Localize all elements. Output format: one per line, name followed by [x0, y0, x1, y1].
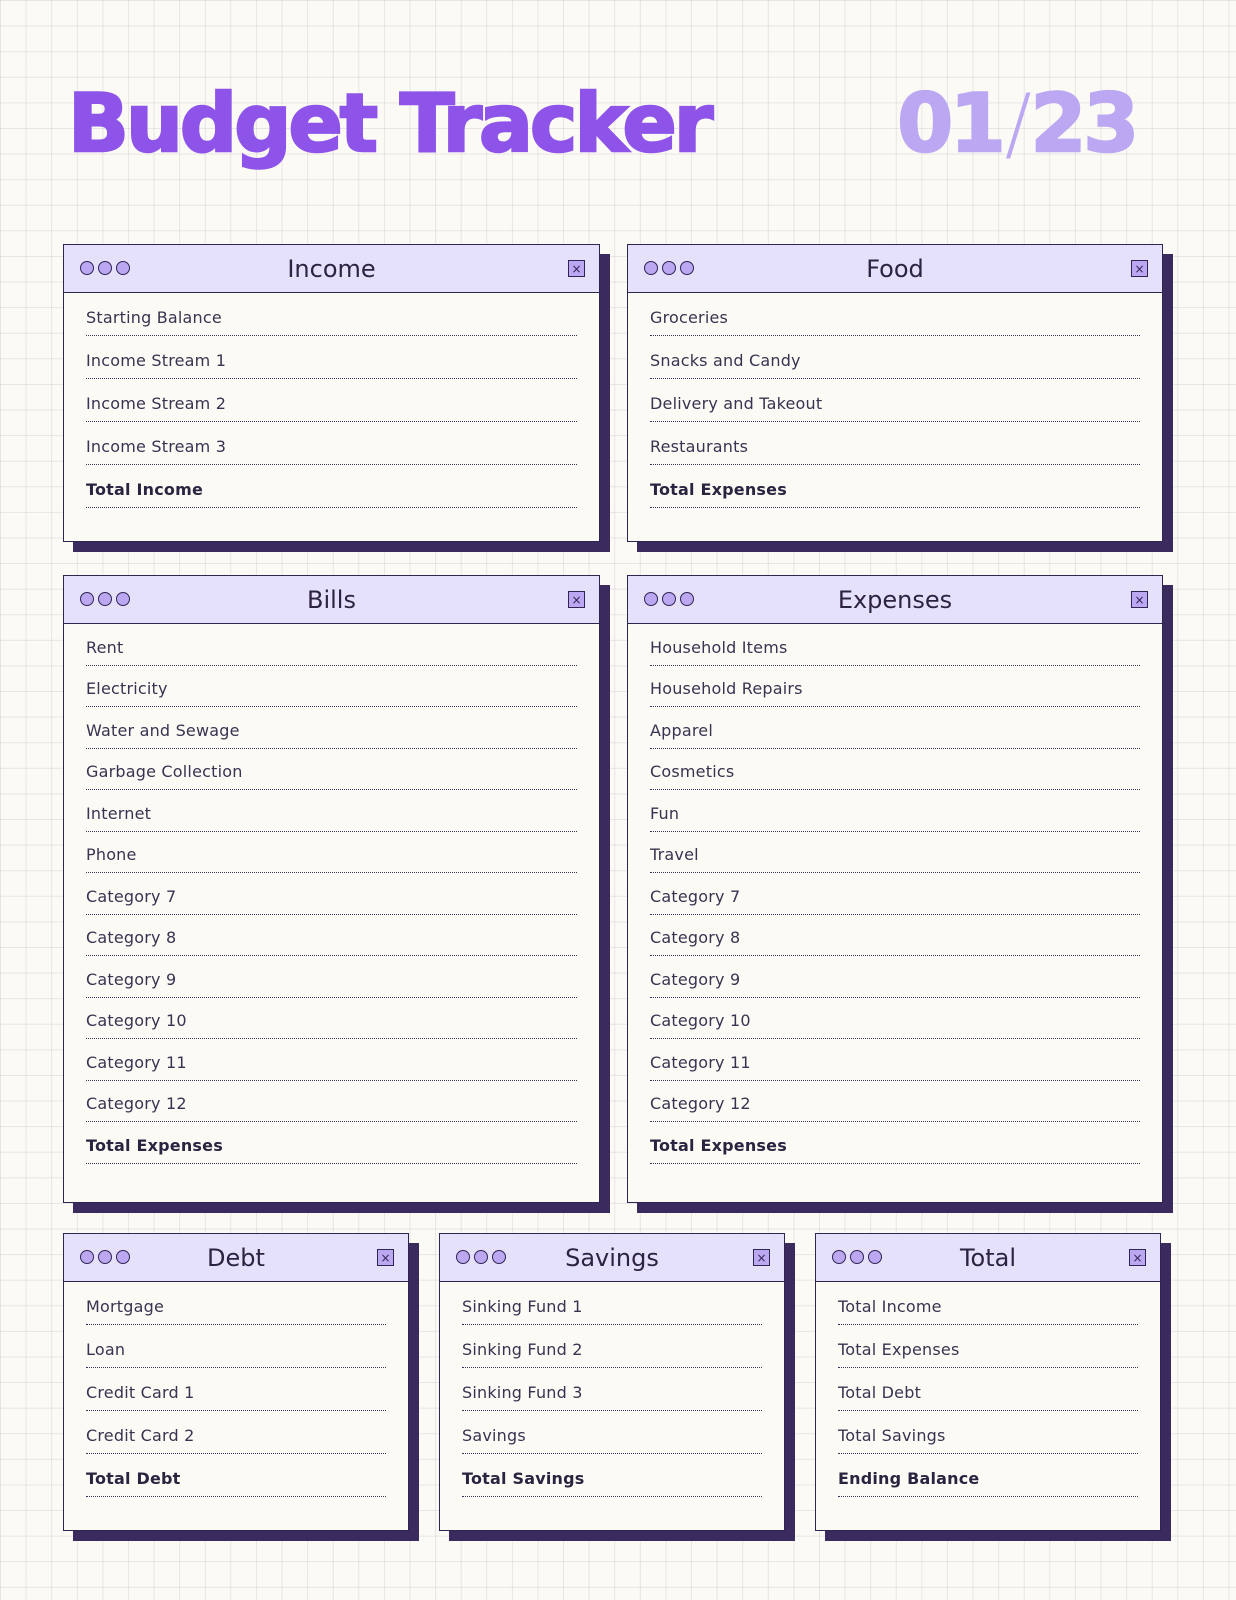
total-row: Total Expenses [650, 1122, 1140, 1164]
window-dot-icon[interactable] [868, 1250, 882, 1264]
list-item: Household Repairs [650, 666, 1140, 708]
bills-window-title: Bills [307, 585, 356, 614]
window-controls [832, 1250, 882, 1264]
list-item: Phone [86, 832, 577, 874]
list-item: Groceries [650, 293, 1140, 336]
window-controls [644, 592, 694, 606]
window-dot-icon[interactable] [98, 592, 112, 606]
income-window [63, 244, 600, 542]
list-item: Category 12 [86, 1081, 577, 1123]
list-item: Category 12 [650, 1081, 1140, 1123]
food-window-title: Food [866, 254, 924, 283]
list-item: Income Stream 2 [86, 379, 577, 422]
close-icon[interactable]: × [1129, 1249, 1146, 1266]
expenses-window [627, 575, 1163, 1203]
list-item: Household Items [650, 624, 1140, 666]
bills-window-header [64, 576, 599, 624]
total-row: Total Expenses [650, 465, 1140, 508]
list-item: Total Debt [838, 1368, 1138, 1411]
list-item: Category 11 [86, 1039, 577, 1081]
close-icon[interactable]: × [568, 260, 585, 277]
total-row: Total Income [86, 465, 577, 508]
income-window-header [64, 245, 599, 293]
list-item: Category 8 [86, 915, 577, 957]
expenses-rows [628, 624, 1162, 1164]
list-item: Fun [650, 790, 1140, 832]
window-controls [80, 1250, 130, 1264]
food-window [627, 244, 1163, 542]
window-dot-icon[interactable] [80, 261, 94, 275]
list-item: Total Savings [838, 1411, 1138, 1454]
window-dot-icon[interactable] [98, 1250, 112, 1264]
date-month: 01 [897, 77, 1003, 170]
savings-window-title: Savings [565, 1243, 659, 1272]
list-item: Sinking Fund 2 [462, 1325, 762, 1368]
close-icon[interactable]: × [377, 1249, 394, 1266]
window-dot-icon[interactable] [80, 592, 94, 606]
total-window-header [816, 1234, 1160, 1282]
total-row: Ending Balance [838, 1454, 1138, 1497]
total-row: Total Debt [86, 1454, 386, 1497]
window-dot-icon[interactable] [680, 592, 694, 606]
list-item: Category 8 [650, 915, 1140, 957]
list-item: Category 7 [650, 873, 1140, 915]
window-dot-icon[interactable] [80, 1250, 94, 1264]
debt-window-header [64, 1234, 408, 1282]
food-window-header [628, 245, 1162, 293]
income-window-title: Income [287, 254, 376, 283]
debt-window [63, 1233, 409, 1531]
list-item: Garbage Collection [86, 749, 577, 791]
total-window-title: Total [959, 1243, 1017, 1272]
list-item: Total Income [838, 1282, 1138, 1325]
list-item: Credit Card 2 [86, 1411, 386, 1454]
window-controls [644, 261, 694, 275]
bills-rows [64, 624, 599, 1164]
total-row: Total Savings [462, 1454, 762, 1497]
window-dot-icon[interactable] [662, 261, 676, 275]
expenses-window-title: Expenses [837, 585, 953, 614]
window-controls [80, 592, 130, 606]
window-dot-icon[interactable] [644, 592, 658, 606]
window-dot-icon[interactable] [116, 592, 130, 606]
window-dot-icon[interactable] [456, 1250, 470, 1264]
list-item: Mortgage [86, 1282, 386, 1325]
list-item: Starting Balance [86, 293, 577, 336]
savings-window [439, 1233, 785, 1531]
list-item: Travel [650, 832, 1140, 874]
total-row: Total Expenses [86, 1122, 577, 1164]
list-item: Sinking Fund 1 [462, 1282, 762, 1325]
page-title: Budget Tracker [68, 77, 711, 170]
list-item: Restaurants [650, 422, 1140, 465]
list-item: Delivery and Takeout [650, 379, 1140, 422]
window-dot-icon[interactable] [492, 1250, 506, 1264]
total-window [815, 1233, 1161, 1531]
list-item: Internet [86, 790, 577, 832]
close-icon[interactable]: × [1131, 260, 1148, 277]
list-item: Category 10 [86, 998, 577, 1040]
list-item: Category 9 [86, 956, 577, 998]
window-controls [80, 261, 130, 275]
close-icon[interactable]: × [568, 591, 585, 608]
expenses-window-header [628, 576, 1162, 624]
window-dot-icon[interactable] [832, 1250, 846, 1264]
list-item: Rent [86, 624, 577, 666]
income-rows [64, 293, 599, 508]
close-icon[interactable]: × [753, 1249, 770, 1266]
list-item: Category 11 [650, 1039, 1140, 1081]
window-controls [456, 1250, 506, 1264]
debt-window-title: Debt [207, 1243, 265, 1272]
list-item: Loan [86, 1325, 386, 1368]
date-slash: / [1004, 77, 1029, 170]
window-dot-icon[interactable] [680, 261, 694, 275]
window-dot-icon[interactable] [98, 261, 112, 275]
list-item: Category 7 [86, 873, 577, 915]
list-item: Apparel [650, 707, 1140, 749]
list-item: Cosmetics [650, 749, 1140, 791]
savings-rows [440, 1282, 784, 1497]
list-item: Category 9 [650, 956, 1140, 998]
window-dot-icon[interactable] [116, 261, 130, 275]
close-icon[interactable]: × [1131, 591, 1148, 608]
food-rows [628, 293, 1162, 508]
total-rows [816, 1282, 1160, 1497]
window-dot-icon[interactable] [850, 1250, 864, 1264]
list-item: Credit Card 1 [86, 1368, 386, 1411]
window-dot-icon[interactable] [644, 261, 658, 275]
window-dot-icon[interactable] [474, 1250, 488, 1264]
savings-window-header [440, 1234, 784, 1282]
list-item: Electricity [86, 666, 577, 708]
date-year: 23 [1030, 77, 1136, 170]
bills-window [63, 575, 600, 1203]
list-item: Income Stream 1 [86, 336, 577, 379]
list-item: Snacks and Candy [650, 336, 1140, 379]
window-dot-icon[interactable] [116, 1250, 130, 1264]
window-dot-icon[interactable] [662, 592, 676, 606]
list-item: Water and Sewage [86, 707, 577, 749]
list-item: Sinking Fund 3 [462, 1368, 762, 1411]
list-item: Savings [462, 1411, 762, 1454]
debt-rows [64, 1282, 408, 1497]
date-label [897, 77, 1136, 170]
list-item: Income Stream 3 [86, 422, 577, 465]
list-item: Category 10 [650, 998, 1140, 1040]
list-item: Total Expenses [838, 1325, 1138, 1368]
